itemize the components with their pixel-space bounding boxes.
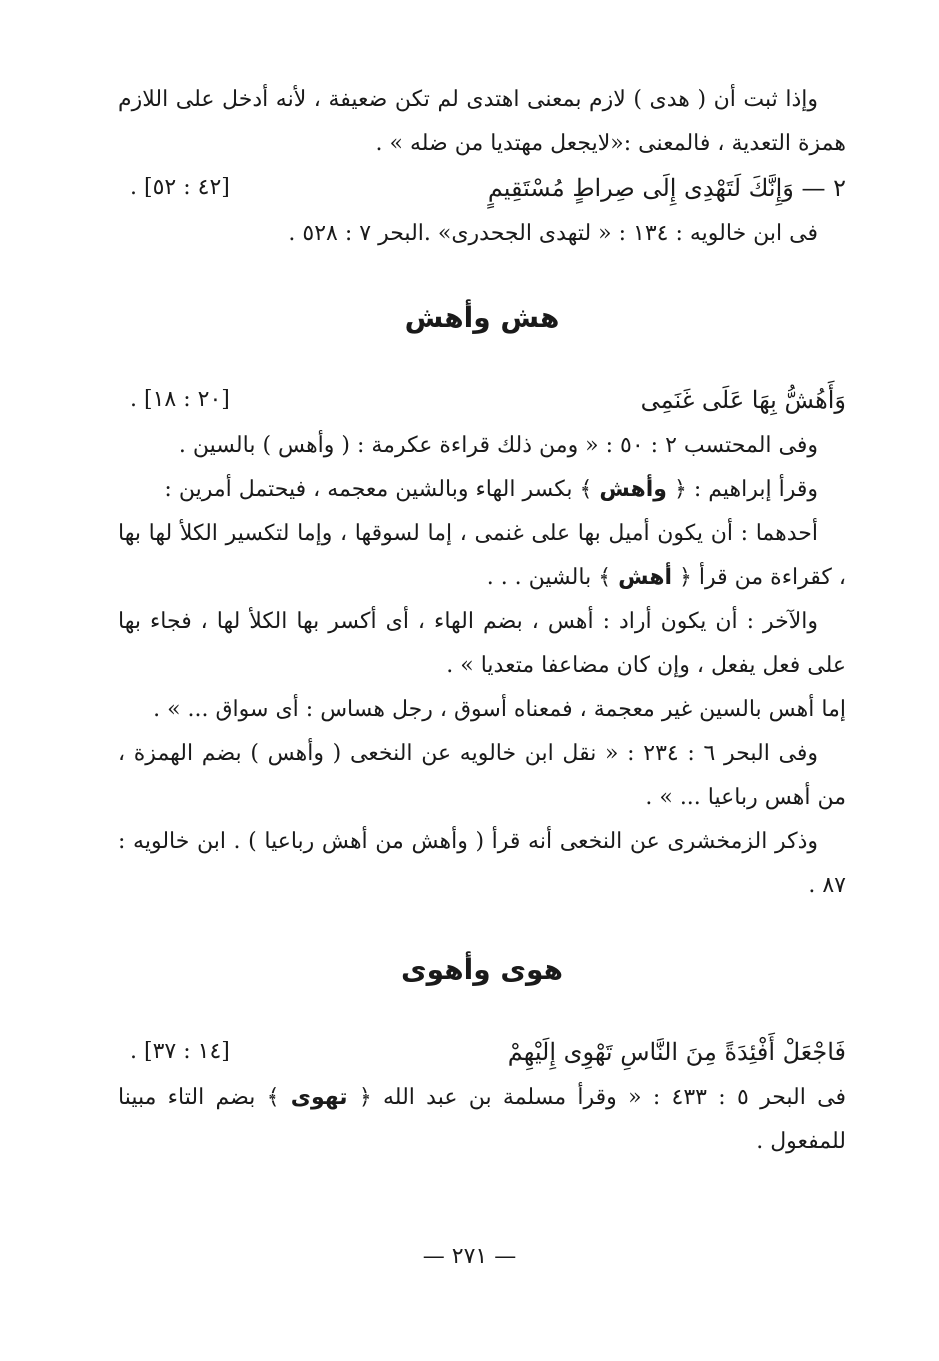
page-number: — ٢٧١ — (422, 1244, 517, 1269)
quran-verse: وَأَهُشُّ بِهَا عَلَى غَنَمِى (640, 386, 846, 414)
text-run: أحدهما : أن يكون أميل بها على غنمى ، إما لسوقها ، وإما لتكسير الكلأ لها بها ، كقراءة من قرأ ﴿ (118, 521, 846, 590)
paragraph: وإذا ثبت أن ( هدى ) لازم بمعنى اهتدى لم تكن ضعيفة ، لأنه أدخل على اللازم همزة التعدية ، فالمعنى :«لايجعل مهتديا من ضله » . (118, 87, 846, 156)
section-heading: هش وأهش (404, 301, 560, 334)
paragraph: فى ابن خالويه : ١٣٤ : « لتهدى الجحدرى» .البحر ٧ : ٥٢٨ . (288, 221, 818, 246)
paragraph: والآخر : أن يكون أراد : أهس ، بضم الهاء ، أى أكسر بها الكلأ لها ، فجاء بها على فعل يفعل ، وإن كان مضاعفا متعديا » . (118, 609, 846, 678)
bold-word: أهش (618, 565, 672, 590)
text-run: ﴾ بكسر الهاء وبالشين معجمه ، فيحتمل أمرين : (164, 477, 593, 502)
bold-word: وأهش (599, 477, 667, 502)
paragraph (118, 512, 846, 600)
section-heading: هوى وأهوى (400, 953, 563, 986)
verse-reference: . [٢٠ : ١٨] (130, 387, 230, 412)
paragraph: وفى البحر ٦ : ٢٣٤ : « نقل ابن خالويه عن النخعى ( وأهس ) بضم الهمزة ، من أهس رباعيا ... » . (118, 741, 846, 810)
paragraph: إما أهس بالسين غير معجمة ، فمعناه أسوق ، رجل هساس : أى سواق ... » . (153, 697, 846, 722)
text-run: ﴾ بالشين . . . (486, 565, 612, 590)
page-body (118, 78, 846, 1164)
verse-reference: . [١٤ : ٣٧] (130, 1039, 230, 1064)
verse-reference: . [٤٢ : ٥٢] (130, 175, 230, 200)
paragraph (118, 1076, 846, 1164)
text-run: فى البحر ٥ : ٤٣٣ : « وقرأ مسلمة بن عبد الله ﴿ (358, 1085, 847, 1110)
verse-line (118, 166, 846, 212)
paragraph: وذكر الزمخشرى عن النخعى أنه قرأ ( وأهش من أهش رباعيا ) . ابن خالويه : ٨٧ . (118, 829, 846, 898)
text-run: ﴾ بضم التاء مبينا للمفعول . (118, 1085, 846, 1154)
verse-line (118, 378, 846, 424)
verse-line (118, 1030, 846, 1076)
paragraph: وفى المحتسب ٢ : ٥٠ : « ومن ذلك قراءة عكرمة : ( وأهس ) بالسين . (178, 433, 818, 458)
quran-verse: فَاجْعَلْ أَفْئِدَةً مِنَ النَّاسِ تَهْوِى إِلَيْهِمْ (507, 1038, 846, 1066)
quran-verse: ٢ — وَإِنَّكَ لَتَهْدِى إِلَى صِراطٍ مُسْتَقِيمٍ (487, 174, 846, 202)
paragraph (118, 468, 846, 512)
bold-word: تهوى (290, 1085, 348, 1110)
text-run: وقرأ إبراهيم : ﴿ (673, 477, 818, 502)
